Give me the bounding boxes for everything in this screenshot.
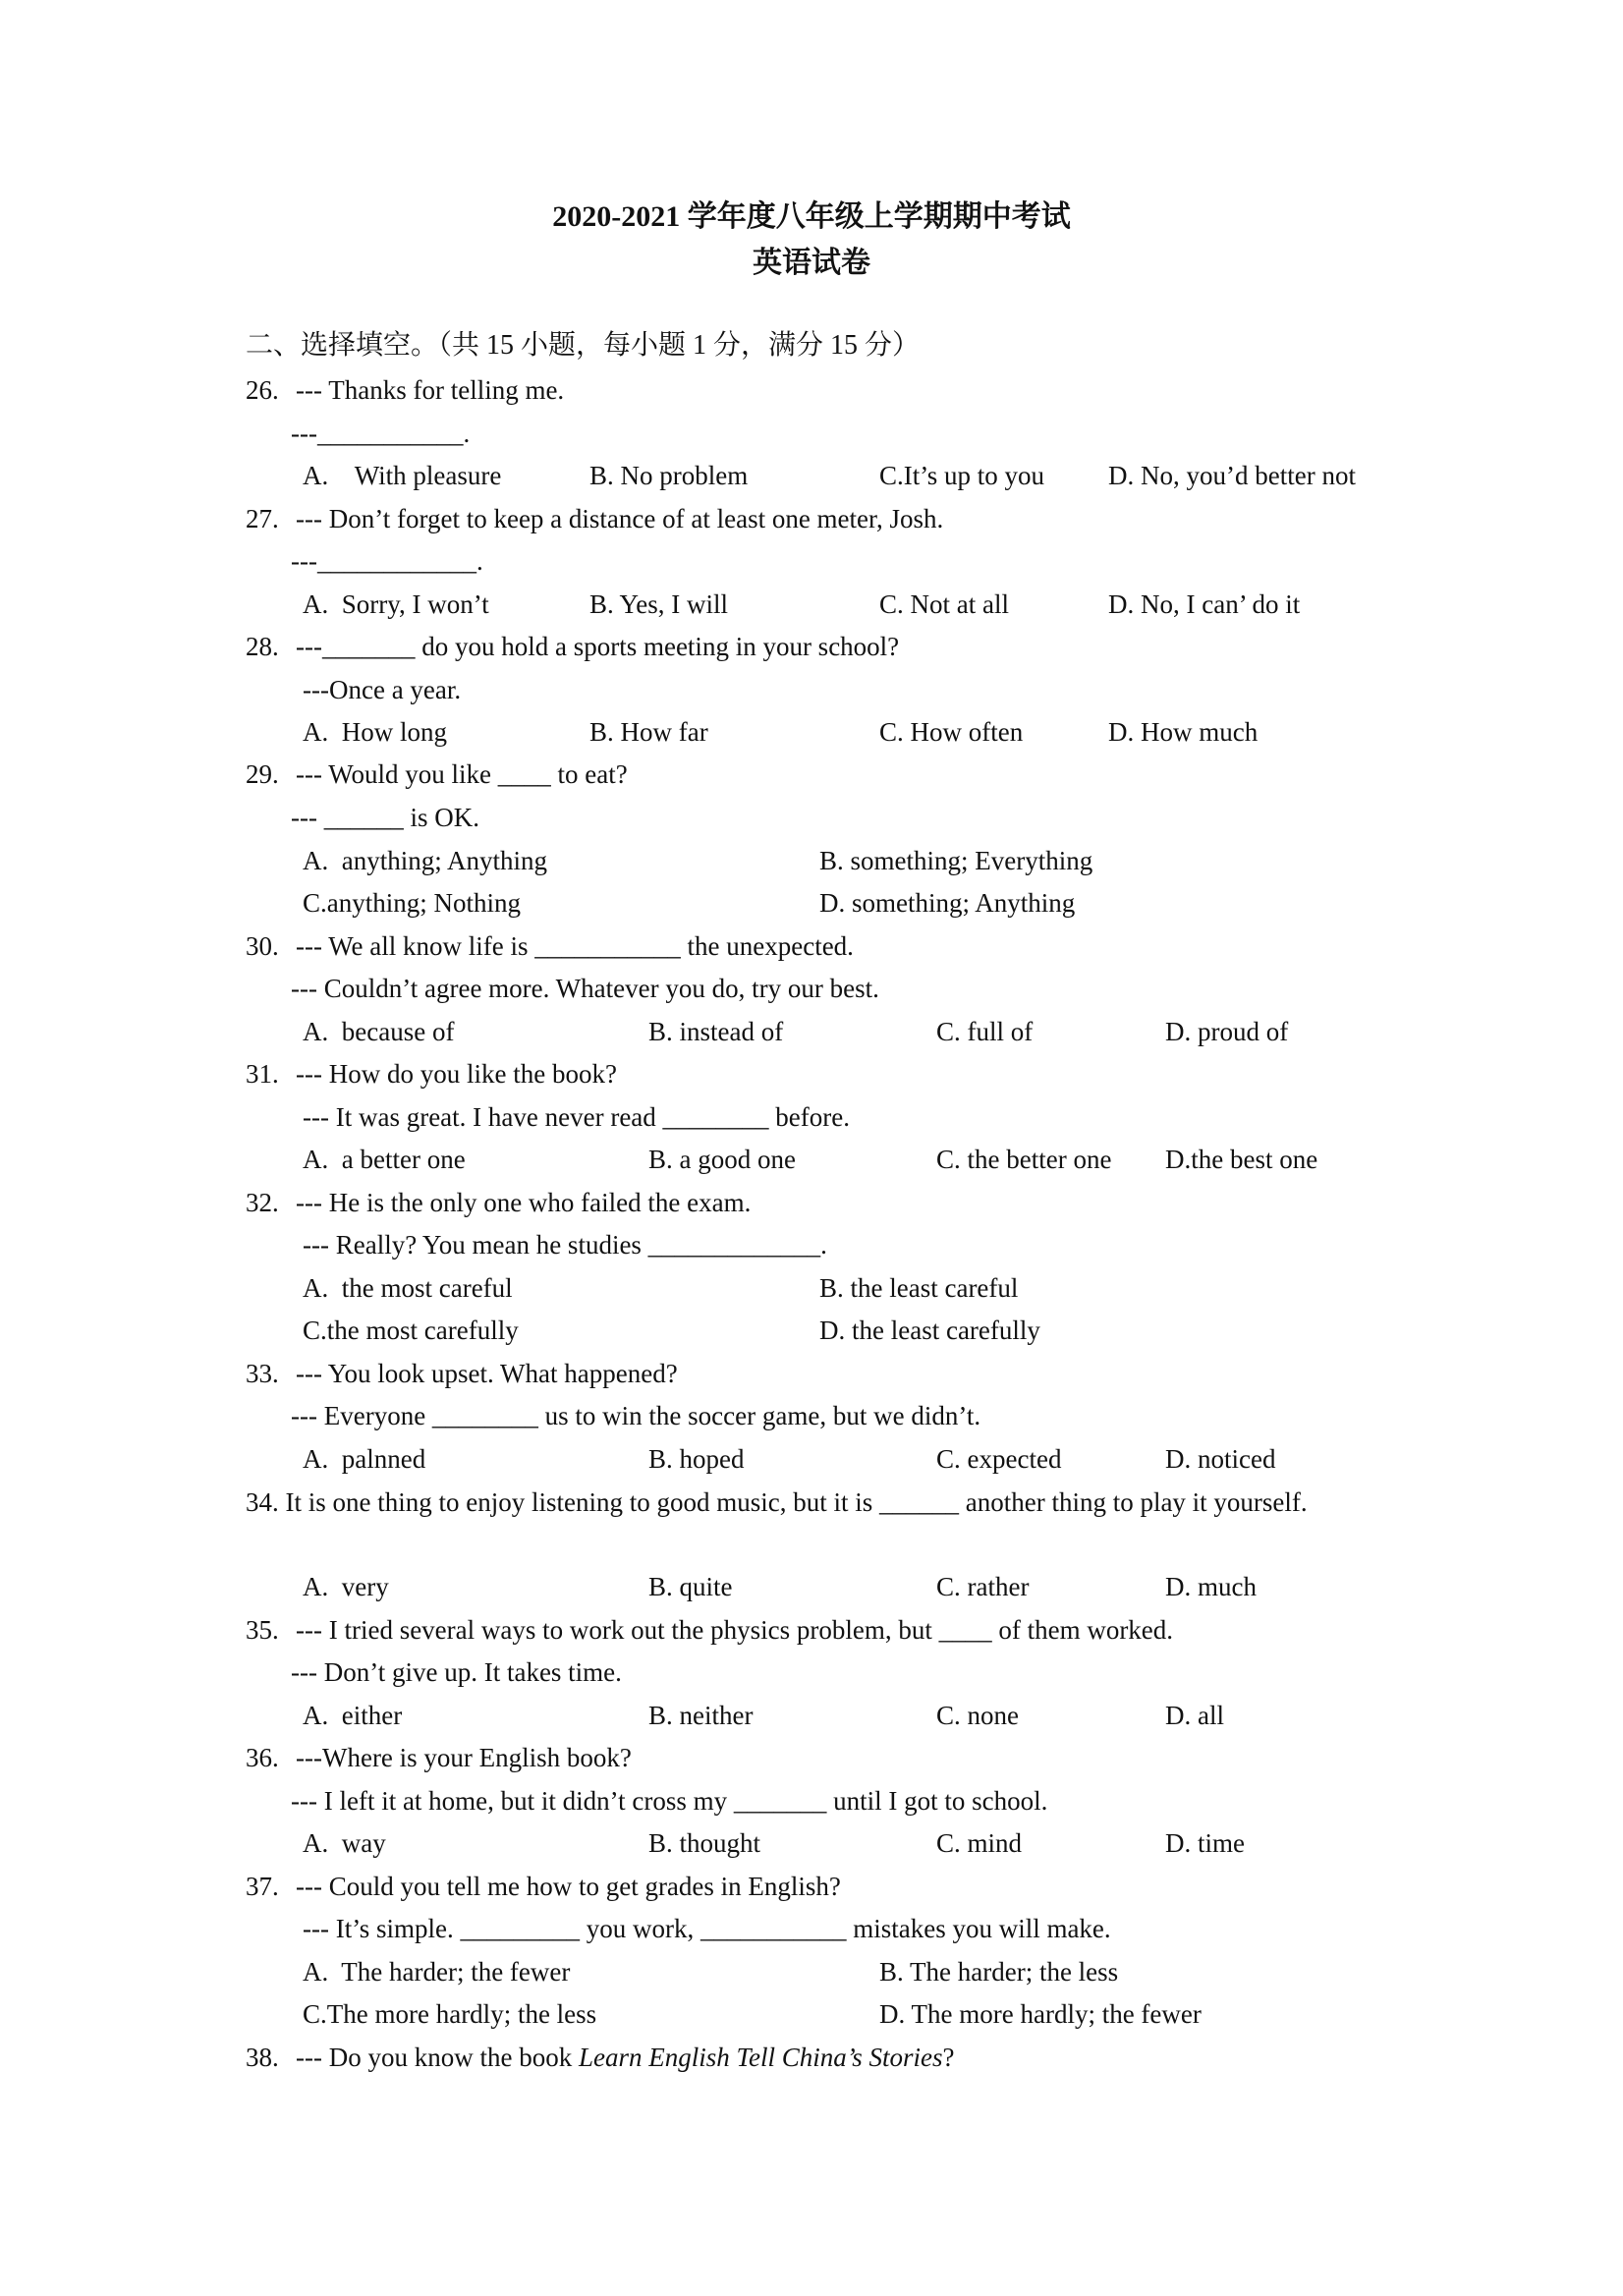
question-number: 35.: [246, 1615, 279, 1645]
option-a: A. How long: [303, 717, 447, 747]
option-c: C. the better one: [936, 1145, 1112, 1174]
question-line: ---Where is your English book?: [296, 1743, 632, 1772]
question-number: 33.: [246, 1359, 279, 1388]
option-b: B. quite: [648, 1572, 733, 1601]
option-b: B. neither: [648, 1701, 754, 1730]
question-line: --- He is the only one who failed the exam.: [296, 1188, 752, 1217]
option-b: B. the least careful: [819, 1273, 1019, 1303]
option-b: B. How far: [589, 717, 708, 747]
question-line: ---___________.: [291, 419, 471, 448]
option-d: D.the best one: [1165, 1145, 1318, 1174]
option-b: B. No problem: [589, 461, 749, 490]
option-d: D. much: [1165, 1572, 1257, 1601]
option-a: A. because of: [303, 1017, 455, 1046]
question-line: --- It was great. I have never read ________ before.: [303, 1102, 850, 1132]
option-b: B. hoped: [648, 1444, 745, 1474]
question-number: 37.: [246, 1872, 279, 1901]
question-line: --- Couldn’t agree more. Whatever you do, try our best.: [291, 974, 879, 1003]
question-text: --- Do you know the book: [296, 2043, 579, 2072]
option-d: D. How much: [1108, 717, 1259, 747]
question-stem: [246, 1481, 1390, 1524]
question-line: --- Don’t forget to keep a distance of at least one meter, Josh.: [296, 504, 944, 533]
option-c: C.the most carefully: [303, 1316, 519, 1345]
option-c: C. rather: [936, 1572, 1030, 1601]
option-d: D. The more hardly; the fewer: [879, 1999, 1202, 2029]
option-a: A. a better one: [303, 1145, 466, 1174]
question-line: --- I tried several ways to work out the physics problem, but ____ of them worked.: [296, 1615, 1174, 1645]
option-b: B. Yes, I will: [589, 589, 729, 619]
question-line: --- How do you like the book?: [296, 1059, 617, 1089]
option-b: B. thought: [648, 1828, 761, 1858]
question-line: ---Once a year.: [303, 675, 462, 704]
question-line: --- You look upset. What happened?: [296, 1359, 678, 1388]
option-a: A. either: [303, 1701, 403, 1730]
option-a: A. anything; Anything: [303, 846, 547, 875]
book-title: Learn English Tell China’s Stories: [578, 2043, 943, 2072]
option-d: D. No, you’d better not: [1108, 461, 1356, 490]
question-number: 32.: [246, 1188, 279, 1217]
option-d: D. time: [1165, 1828, 1245, 1858]
option-a: A. way: [303, 1828, 386, 1858]
option-d: D. all: [1165, 1701, 1224, 1730]
question-line: ---____________.: [291, 546, 483, 576]
question-line: --- Really? You mean he studies _____________.: [303, 1230, 827, 1260]
option-b: B. a good one: [648, 1145, 796, 1174]
option-c: C. Not at all: [879, 589, 1009, 619]
question-line: --- ______ is OK.: [291, 803, 479, 832]
question-number: 38.: [246, 2043, 279, 2072]
question-line: --- Thanks for telling me.: [296, 375, 565, 405]
question-line: --- Could you tell me how to get grades in English?: [296, 1872, 841, 1901]
option-a: A. the most careful: [303, 1273, 513, 1303]
question-number: 26.: [246, 375, 279, 405]
question-mark: ?: [942, 2043, 955, 2072]
option-d: D. the least carefully: [819, 1316, 1040, 1345]
option-a: A. very: [303, 1572, 389, 1601]
option-c: C. How often: [879, 717, 1024, 747]
question-line: --- Don’t give up. It takes time.: [291, 1657, 622, 1687]
question-number: 36.: [246, 1743, 279, 1772]
question-line: --- Would you like ____ to eat?: [296, 759, 628, 789]
option-c: C. none: [936, 1701, 1019, 1730]
option-d: D. proud of: [1165, 1017, 1289, 1046]
option-a: A. Sorry, I won’t: [303, 589, 489, 619]
question-line: ---_______ do you hold a sports meeting in your school?: [296, 632, 900, 661]
question-line: --- I left it at home, but it didn’t cross my _______ until I got to school.: [291, 1786, 1048, 1816]
option-c: C. full of: [936, 1017, 1034, 1046]
option-d: D. No, I can’ do it: [1108, 589, 1301, 619]
option-c: C.The more hardly; the less: [303, 1999, 597, 2029]
option-b: B. instead of: [648, 1017, 784, 1046]
option-c: C. expected: [936, 1444, 1062, 1474]
question-line: --- It’s simple. _________ you work, ___________ mistakes you will make.: [303, 1914, 1111, 1943]
option-b: B. The harder; the less: [879, 1957, 1119, 1987]
option-c: C. mind: [936, 1828, 1023, 1858]
exam-title: 2020-2021 学年度八年级上学期期中考试: [552, 200, 1071, 233]
exam-subtitle: 英语试卷: [753, 247, 870, 279]
question-number: 30.: [246, 931, 279, 961]
question-number: 27.: [246, 504, 279, 533]
option-c: C.anything; Nothing: [303, 888, 521, 918]
question-line: --- Everyone ________ us to win the soccer game, but we didn’t.: [291, 1401, 981, 1430]
question-number: 34.: [246, 1487, 279, 1517]
option-d: D. something; Anything: [819, 888, 1076, 918]
question-line: [296, 2041, 955, 2074]
question-number: 28.: [246, 632, 279, 661]
option-b: B. something; Everything: [819, 846, 1093, 875]
option-d: D. noticed: [1165, 1444, 1276, 1474]
option-a: A. The harder; the fewer: [303, 1957, 571, 1987]
question-line: --- We all know life is ___________ the unexpected.: [296, 931, 854, 961]
question-text: It is one thing to enjoy listening to good music, but it is ______ another thing to play it yourself.: [285, 1487, 1308, 1517]
option-a: A. With pleasure: [303, 461, 502, 490]
question-number: 29.: [246, 759, 279, 789]
section-heading: 二、选择填空。（共 15 小题，每小题 1 分，满分 15 分）: [246, 330, 921, 361]
option-c: C.It’s up to you: [879, 461, 1045, 490]
question-number: 31.: [246, 1059, 279, 1089]
option-a: A. palnned: [303, 1444, 426, 1474]
